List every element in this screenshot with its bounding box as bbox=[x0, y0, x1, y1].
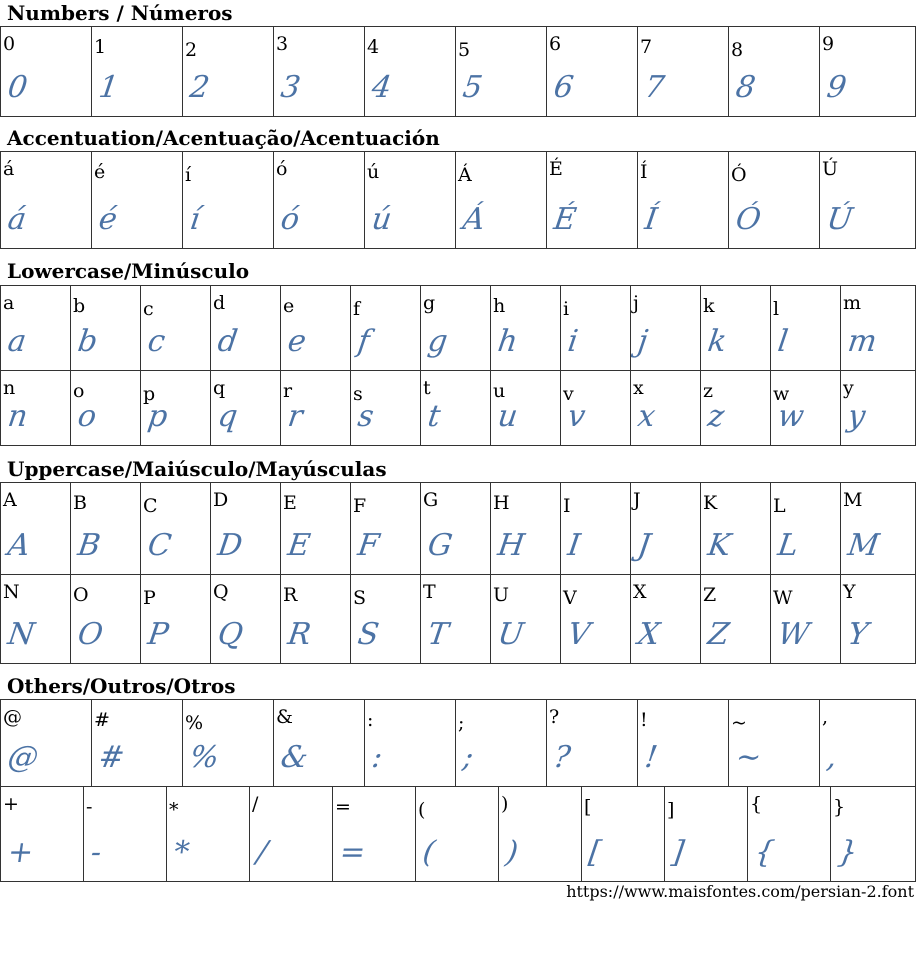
handwritten-glyph: x bbox=[635, 399, 658, 434]
glyph-cell bbox=[350, 482, 421, 575]
section-title-accents: Accentuation/Acentuação/Acentuación bbox=[7, 126, 440, 150]
handwritten-glyph: e bbox=[285, 324, 309, 359]
source-url[interactable]: https://www.maisfontes.com/persian-2.font bbox=[566, 882, 914, 901]
handwritten-glyph: Ú bbox=[824, 202, 855, 237]
character-label: Z bbox=[703, 584, 717, 606]
character-label: ~ bbox=[731, 712, 747, 734]
glyph-cell bbox=[210, 574, 281, 664]
character-label: ! bbox=[640, 709, 648, 731]
handwritten-glyph: g bbox=[425, 324, 450, 359]
glyph-cell bbox=[700, 482, 771, 575]
handwritten-glyph: o bbox=[75, 399, 99, 434]
handwritten-glyph: C bbox=[145, 528, 174, 563]
glyph-cell bbox=[364, 26, 456, 117]
handwritten-glyph: O bbox=[75, 617, 106, 652]
glyph-cell bbox=[332, 786, 416, 882]
section-title-numbers: Numbers / Números bbox=[7, 1, 233, 25]
handwritten-glyph: 2 bbox=[187, 70, 212, 105]
character-label: & bbox=[276, 706, 293, 728]
glyph-cell bbox=[546, 151, 638, 249]
handwritten-glyph: [ bbox=[586, 835, 604, 870]
handwritten-glyph: Á bbox=[460, 202, 488, 237]
handwritten-glyph: M bbox=[845, 528, 882, 563]
character-label: B bbox=[73, 492, 87, 514]
glyph-cell bbox=[637, 699, 729, 787]
handwritten-glyph: = bbox=[337, 835, 368, 870]
glyph-cell bbox=[455, 151, 547, 249]
handwritten-glyph: 0 bbox=[5, 70, 30, 105]
character-label: - bbox=[86, 796, 93, 818]
handwritten-glyph: t bbox=[425, 399, 443, 434]
handwritten-glyph: b bbox=[75, 324, 100, 359]
character-label: Y bbox=[843, 581, 856, 603]
handwritten-glyph: ! bbox=[642, 740, 660, 775]
character-label: ; bbox=[458, 712, 465, 734]
glyph-cell bbox=[560, 285, 631, 371]
handwritten-glyph: ú bbox=[369, 202, 394, 237]
character-label: b bbox=[73, 295, 86, 317]
character-label: ) bbox=[501, 793, 509, 815]
character-label: T bbox=[423, 581, 436, 603]
uppercase-grid-row2 bbox=[0, 574, 916, 664]
character-label: g bbox=[423, 292, 436, 314]
character-label: ú bbox=[367, 161, 380, 183]
section-title-uppercase: Uppercase/Maiúsculo/Mayúsculas bbox=[7, 457, 387, 481]
character-label: 2 bbox=[185, 39, 198, 61]
glyph-cell bbox=[210, 285, 281, 371]
character-label: P bbox=[143, 587, 156, 609]
character-label: 7 bbox=[640, 36, 653, 58]
character-label: J bbox=[633, 489, 641, 511]
handwritten-glyph: c bbox=[145, 324, 168, 359]
handwritten-glyph: ( bbox=[420, 835, 438, 870]
glyph-cell bbox=[630, 482, 701, 575]
character-label: t bbox=[423, 377, 431, 399]
character-label: , bbox=[822, 706, 829, 728]
handwritten-glyph: T bbox=[425, 617, 451, 652]
glyph-cell bbox=[0, 786, 84, 882]
glyph-cell bbox=[91, 699, 183, 787]
handwritten-glyph: I bbox=[565, 528, 583, 563]
handwritten-glyph: Y bbox=[845, 617, 871, 652]
glyph-cell bbox=[182, 26, 274, 117]
glyph-cell bbox=[728, 26, 820, 117]
glyph-cell bbox=[0, 699, 92, 787]
glyph-cell bbox=[490, 285, 561, 371]
handwritten-glyph: N bbox=[5, 617, 37, 652]
handwritten-glyph: : bbox=[369, 740, 385, 775]
glyph-cell bbox=[637, 26, 729, 117]
character-label: o bbox=[73, 380, 85, 402]
handwritten-glyph: * bbox=[171, 835, 192, 870]
character-label: # bbox=[94, 709, 110, 731]
lowercase-grid-row2 bbox=[0, 370, 916, 446]
glyph-cell bbox=[560, 370, 631, 446]
handwritten-glyph: ~ bbox=[733, 740, 764, 775]
handwritten-glyph: s bbox=[355, 399, 376, 434]
character-label: d bbox=[213, 292, 226, 314]
others-grid-row2 bbox=[0, 786, 916, 882]
glyph-cell bbox=[770, 482, 841, 575]
character-label: F bbox=[353, 495, 367, 517]
handwritten-glyph: B bbox=[75, 528, 103, 563]
character-label: } bbox=[833, 796, 846, 818]
glyph-cell bbox=[560, 482, 631, 575]
glyph-cell bbox=[819, 699, 916, 787]
character-label: M bbox=[843, 489, 863, 511]
character-label: U bbox=[493, 584, 510, 606]
glyph-cell bbox=[140, 370, 211, 446]
section-title-lowercase: Lowercase/Minúsculo bbox=[7, 259, 250, 283]
glyph-cell bbox=[0, 151, 92, 249]
glyph-cell bbox=[273, 151, 365, 249]
character-label: 8 bbox=[731, 39, 744, 61]
handwritten-glyph: í bbox=[187, 202, 203, 237]
character-label: W bbox=[773, 587, 793, 609]
character-label: ( bbox=[418, 799, 426, 821]
glyph-cell bbox=[830, 786, 916, 882]
character-label: / bbox=[252, 793, 259, 815]
character-label: 6 bbox=[549, 33, 562, 55]
glyph-cell bbox=[490, 574, 561, 664]
lowercase-grid-row1 bbox=[0, 285, 916, 371]
character-label: k bbox=[703, 295, 715, 317]
handwritten-glyph: X bbox=[635, 617, 662, 652]
glyph-cell bbox=[819, 26, 916, 117]
others-grid-row1 bbox=[0, 699, 916, 787]
section-title-others: Others/Outros/Otros bbox=[7, 674, 236, 698]
handwritten-glyph: S bbox=[355, 617, 382, 652]
character-label: 4 bbox=[367, 36, 380, 58]
glyph-cell bbox=[490, 370, 561, 446]
handwritten-glyph: E bbox=[285, 528, 313, 563]
handwritten-glyph: V bbox=[565, 617, 593, 652]
handwritten-glyph: Ó bbox=[733, 202, 764, 237]
handwritten-glyph: , bbox=[824, 740, 840, 775]
handwritten-glyph: D bbox=[215, 528, 245, 563]
character-label: I bbox=[563, 495, 571, 517]
handwritten-glyph: é bbox=[96, 202, 120, 237]
glyph-cell bbox=[0, 482, 71, 575]
glyph-cell bbox=[700, 285, 771, 371]
character-label: Í bbox=[640, 161, 648, 183]
handwritten-glyph: ó bbox=[278, 202, 302, 237]
character-label: 0 bbox=[3, 33, 16, 55]
character-label: ] bbox=[667, 799, 675, 821]
glyph-cell bbox=[280, 482, 351, 575]
handwritten-glyph: 3 bbox=[278, 70, 303, 105]
character-label: N bbox=[3, 581, 20, 603]
character-label: G bbox=[423, 489, 439, 511]
glyph-cell bbox=[819, 151, 916, 249]
glyph-cell bbox=[70, 370, 141, 446]
character-label: { bbox=[750, 793, 763, 815]
glyph-cell bbox=[350, 370, 421, 446]
character-label: y bbox=[843, 377, 854, 399]
character-label: 1 bbox=[94, 36, 107, 58]
handwritten-glyph: 4 bbox=[369, 70, 394, 105]
glyph-cell bbox=[182, 151, 274, 249]
handwritten-glyph: % bbox=[187, 740, 222, 775]
glyph-cell bbox=[728, 151, 820, 249]
handwritten-glyph: ] bbox=[669, 835, 687, 870]
character-label: % bbox=[185, 712, 204, 734]
character-label: * bbox=[169, 799, 179, 821]
character-label: 3 bbox=[276, 33, 289, 55]
glyph-cell bbox=[364, 699, 456, 787]
handwritten-glyph: d bbox=[215, 324, 240, 359]
handwritten-glyph: Í bbox=[642, 202, 660, 237]
handwritten-glyph: & bbox=[278, 740, 311, 775]
glyph-cell bbox=[637, 151, 729, 249]
glyph-cell bbox=[770, 574, 841, 664]
glyph-cell bbox=[91, 26, 183, 117]
handwritten-glyph: m bbox=[845, 324, 879, 359]
handwritten-glyph: h bbox=[495, 324, 520, 359]
character-label: 9 bbox=[822, 33, 835, 55]
character-label: A bbox=[3, 489, 17, 511]
handwritten-glyph: v bbox=[565, 399, 588, 434]
glyph-cell bbox=[546, 699, 638, 787]
character-label: m bbox=[843, 292, 862, 314]
character-label: R bbox=[283, 584, 298, 606]
handwritten-glyph: É bbox=[551, 202, 579, 237]
glyph-cell bbox=[581, 786, 665, 882]
character-label: O bbox=[73, 584, 89, 606]
handwritten-glyph: L bbox=[775, 528, 801, 563]
character-label: w bbox=[773, 383, 790, 405]
handwritten-glyph: # bbox=[96, 740, 127, 775]
character-label: p bbox=[143, 383, 156, 405]
character-label: H bbox=[493, 492, 510, 514]
glyph-cell bbox=[770, 285, 841, 371]
handwritten-glyph: A bbox=[5, 528, 33, 563]
glyph-cell bbox=[210, 482, 281, 575]
glyph-cell bbox=[280, 370, 351, 446]
character-label: v bbox=[563, 383, 574, 405]
character-label: = bbox=[335, 796, 351, 818]
handwritten-glyph: 8 bbox=[733, 70, 758, 105]
character-label: r bbox=[283, 380, 293, 402]
glyph-cell bbox=[770, 370, 841, 446]
character-label: f bbox=[353, 298, 361, 320]
glyph-cell bbox=[455, 699, 547, 787]
glyph-cell bbox=[70, 285, 141, 371]
handwritten-glyph: Z bbox=[705, 617, 732, 652]
glyph-cell bbox=[0, 26, 92, 117]
handwritten-glyph: F bbox=[355, 528, 382, 563]
glyph-cell bbox=[455, 26, 547, 117]
character-label: S bbox=[353, 587, 367, 609]
handwritten-glyph: a bbox=[5, 324, 29, 359]
handwritten-glyph: Q bbox=[215, 617, 246, 652]
handwritten-glyph: - bbox=[88, 835, 104, 870]
character-label: X bbox=[633, 581, 647, 603]
handwritten-glyph: 1 bbox=[96, 70, 121, 105]
character-label: É bbox=[549, 158, 563, 180]
glyph-cell bbox=[630, 285, 701, 371]
numbers-grid bbox=[0, 26, 916, 117]
handwritten-glyph: ; bbox=[460, 740, 476, 775]
handwritten-glyph: z bbox=[705, 399, 727, 434]
glyph-cell bbox=[420, 482, 491, 575]
handwritten-glyph: 7 bbox=[642, 70, 667, 105]
handwritten-glyph: i bbox=[565, 324, 581, 359]
handwritten-glyph: n bbox=[5, 399, 30, 434]
glyph-cell bbox=[140, 285, 211, 371]
glyph-cell bbox=[0, 370, 71, 446]
glyph-cell bbox=[546, 26, 638, 117]
character-label: z bbox=[703, 380, 714, 402]
character-label: e bbox=[283, 295, 295, 317]
glyph-cell bbox=[664, 786, 748, 882]
handwritten-glyph: k bbox=[705, 324, 729, 359]
character-label: + bbox=[3, 793, 19, 815]
handwritten-glyph: ) bbox=[503, 835, 521, 870]
glyph-cell bbox=[249, 786, 333, 882]
character-label: j bbox=[633, 292, 639, 314]
handwritten-glyph: G bbox=[425, 528, 455, 563]
glyph-cell bbox=[280, 574, 351, 664]
character-label: Á bbox=[458, 164, 472, 186]
glyph-cell bbox=[420, 370, 491, 446]
handwritten-glyph: 5 bbox=[460, 70, 485, 105]
handwritten-glyph: H bbox=[495, 528, 527, 563]
handwritten-glyph: U bbox=[495, 617, 526, 652]
glyph-cell bbox=[498, 786, 582, 882]
glyph-cell bbox=[840, 574, 916, 664]
character-label: C bbox=[143, 495, 158, 517]
glyph-cell bbox=[630, 370, 701, 446]
character-label: á bbox=[3, 158, 15, 180]
character-label: Ó bbox=[731, 164, 747, 186]
handwritten-glyph: / bbox=[254, 835, 270, 870]
glyph-cell bbox=[350, 574, 421, 664]
handwritten-glyph: q bbox=[215, 399, 240, 434]
glyph-cell bbox=[140, 482, 211, 575]
handwritten-glyph: @ bbox=[5, 740, 41, 775]
character-label: n bbox=[3, 377, 16, 399]
handwritten-glyph: j bbox=[635, 324, 650, 359]
character-label: E bbox=[283, 492, 297, 514]
character-label: @ bbox=[3, 706, 22, 728]
character-label: a bbox=[3, 292, 15, 314]
handwritten-glyph: p bbox=[145, 399, 170, 434]
glyph-cell bbox=[0, 574, 71, 664]
glyph-cell bbox=[560, 574, 631, 664]
handwritten-glyph: 6 bbox=[551, 70, 576, 105]
handwritten-glyph: f bbox=[355, 324, 372, 359]
character-label: q bbox=[213, 377, 226, 399]
accents-grid bbox=[0, 151, 916, 249]
character-label: ? bbox=[549, 706, 560, 728]
glyph-cell bbox=[210, 370, 281, 446]
glyph-cell bbox=[70, 482, 141, 575]
glyph-cell bbox=[840, 285, 916, 371]
character-label: ó bbox=[276, 158, 288, 180]
uppercase-grid-row1 bbox=[0, 482, 916, 575]
glyph-cell bbox=[415, 786, 499, 882]
glyph-cell bbox=[364, 151, 456, 249]
handwritten-glyph: y bbox=[845, 399, 868, 434]
handwritten-glyph: r bbox=[285, 399, 305, 434]
glyph-cell bbox=[700, 574, 771, 664]
handwritten-glyph: P bbox=[145, 617, 171, 652]
character-label: u bbox=[493, 380, 506, 402]
handwritten-glyph: á bbox=[5, 202, 29, 237]
handwritten-glyph: J bbox=[635, 528, 653, 563]
glyph-cell bbox=[728, 699, 820, 787]
handwritten-glyph: + bbox=[5, 835, 36, 870]
character-label: l bbox=[773, 298, 780, 320]
glyph-cell bbox=[700, 370, 771, 446]
character-label: Q bbox=[213, 581, 229, 603]
character-label: D bbox=[213, 489, 229, 511]
glyph-cell bbox=[420, 285, 491, 371]
handwritten-glyph: w bbox=[775, 399, 807, 434]
glyph-cell bbox=[273, 26, 365, 117]
character-label: [ bbox=[584, 796, 592, 818]
glyph-cell bbox=[273, 699, 365, 787]
character-label: 5 bbox=[458, 39, 471, 61]
character-label: i bbox=[563, 298, 570, 320]
handwritten-glyph: } bbox=[835, 835, 860, 870]
glyph-cell bbox=[83, 786, 167, 882]
handwritten-glyph: W bbox=[775, 617, 812, 652]
character-label: é bbox=[94, 161, 106, 183]
character-label: s bbox=[353, 383, 363, 405]
glyph-cell bbox=[70, 574, 141, 664]
glyph-cell bbox=[840, 482, 916, 575]
glyph-cell bbox=[840, 370, 916, 446]
character-label: í bbox=[185, 164, 192, 186]
character-label: L bbox=[773, 495, 786, 517]
glyph-cell bbox=[747, 786, 831, 882]
glyph-cell bbox=[630, 574, 701, 664]
character-label: V bbox=[563, 587, 577, 609]
handwritten-glyph: { bbox=[752, 835, 777, 870]
handwritten-glyph: R bbox=[285, 617, 314, 652]
glyph-cell bbox=[420, 574, 491, 664]
handwritten-glyph: u bbox=[495, 399, 520, 434]
glyph-cell bbox=[350, 285, 421, 371]
glyph-cell bbox=[182, 699, 274, 787]
glyph-cell bbox=[166, 786, 250, 882]
character-label: Ú bbox=[822, 158, 839, 180]
handwritten-glyph: 9 bbox=[824, 70, 849, 105]
character-label: K bbox=[703, 492, 718, 514]
glyph-cell bbox=[490, 482, 561, 575]
character-label: : bbox=[367, 709, 374, 731]
handwritten-glyph: ? bbox=[551, 740, 573, 775]
handwritten-glyph: l bbox=[775, 324, 791, 359]
character-label: h bbox=[493, 295, 506, 317]
character-label: x bbox=[633, 377, 644, 399]
glyph-cell bbox=[91, 151, 183, 249]
character-label: c bbox=[143, 298, 154, 320]
glyph-cell bbox=[0, 285, 71, 371]
glyph-cell bbox=[280, 285, 351, 371]
glyph-cell bbox=[140, 574, 211, 664]
handwritten-glyph: K bbox=[705, 528, 733, 563]
